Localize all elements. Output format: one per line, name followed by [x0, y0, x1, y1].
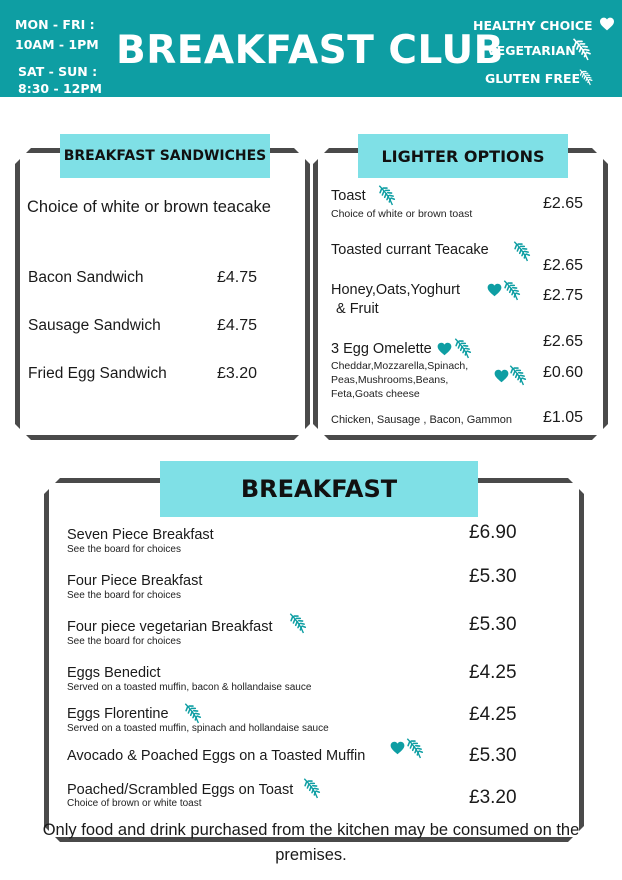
- leaf-icon: [183, 702, 203, 724]
- breakfast-item-desc: See the board for choices: [67, 590, 181, 601]
- breakfast-item-price: £6.90: [469, 522, 517, 543]
- breakfast-item-desc: See the board for choices: [67, 544, 181, 555]
- lighter-omelette-fill-3: Feta,Goats cheese: [331, 388, 420, 400]
- lighter-honey-line2: & Fruit: [336, 301, 379, 317]
- lighter-omelette-fill-2: Peas,Mushrooms,Beans,: [331, 374, 449, 386]
- sandwich-note: Choice of white or brown teacake: [27, 198, 271, 216]
- leaf-icon: [377, 184, 397, 206]
- breakfast-item-price: £4.25: [469, 662, 517, 683]
- lighter-honey-price: £2.75: [543, 287, 584, 304]
- page-title: BREAKFAST CLUB: [116, 28, 504, 73]
- lighter-toast-price: £2.65: [543, 195, 584, 212]
- breakfast-item-name: Poached/Scrambled Eggs on Toast: [67, 782, 294, 798]
- weekend-days: SAT - SUN :: [18, 64, 98, 79]
- breakfast-item-name: Eggs Benedict: [67, 665, 161, 681]
- heart-icon: [437, 342, 452, 356]
- leaf-icon: [512, 240, 532, 262]
- lighter-omelette: 3 Egg Omelette: [331, 341, 432, 357]
- legend-vegetarian-label: VEGETARIAN: [487, 43, 576, 58]
- leaf-icon: [302, 777, 322, 799]
- sandwich-item-fried-egg: Fried Egg Sandwich: [28, 365, 167, 382]
- breakfast-item-desc: Choice of brown or white toast: [67, 798, 202, 809]
- lighter-heading: LIGHTER OPTIONS: [358, 134, 568, 178]
- lighter-toast: Toast: [331, 188, 366, 204]
- breakfast-item-name: Seven Piece Breakfast: [67, 527, 214, 543]
- breakfast-item-desc: See the board for choices: [67, 636, 181, 647]
- breakfast-item-desc: Served on a toasted muffin, bacon & hollandaise sauce: [67, 682, 312, 693]
- leaf-icon: [453, 337, 473, 359]
- heart-icon: [494, 369, 509, 383]
- leaf-icon: [288, 612, 308, 634]
- lighter-omelette-fill-price: £0.60: [543, 364, 584, 381]
- lighter-meat-fill-price: £1.05: [543, 409, 584, 426]
- wheat-icon: [578, 68, 594, 86]
- header-banner: [0, 0, 622, 97]
- lighter-toast-desc: Choice of white or brown toast: [331, 208, 473, 220]
- heart-icon: [487, 283, 502, 297]
- weekday-time: 10AM - 1PM: [15, 37, 99, 52]
- breakfast-heading: BREAKFAST: [160, 461, 478, 517]
- legend-healthy-label: HEALTHY CHOICE: [473, 18, 593, 33]
- heart-icon: [390, 741, 405, 755]
- breakfast-item-name: Four Piece Breakfast: [67, 573, 203, 589]
- legend-gluten-free: [485, 71, 580, 86]
- leaf-icon: [405, 737, 425, 759]
- sandwich-item-bacon: Bacon Sandwich: [28, 269, 144, 286]
- weekend-time: 8:30 - 12PM: [18, 81, 102, 96]
- lighter-omelette-fill-1: Cheddar,Mozzarella,Spinach,: [331, 360, 469, 372]
- lighter-meat-fill: Chicken, Sausage , Bacon, Gammon: [331, 414, 512, 426]
- weekday-days: MON - FRI :: [15, 17, 95, 32]
- leaf-icon: [571, 36, 593, 62]
- footer-note: Only food and drink purchased from the kitchen may be consumed on the premises.: [42, 821, 580, 864]
- legend-gluten-free-label: GLUTEN FREE: [485, 71, 581, 86]
- lighter-teacake-price: £2.65: [543, 257, 584, 274]
- lighter-honey-line1: Honey,Oats,Yoghurt: [331, 282, 460, 298]
- lighter-omelette-price: £2.65: [543, 333, 584, 350]
- sandwich-item-sausage: Sausage Sandwich: [28, 317, 161, 334]
- legend-vegetarian: [487, 43, 576, 58]
- breakfast-item-price: £5.30: [469, 745, 517, 766]
- sandwich-price-fried-egg: £3.20: [217, 365, 258, 382]
- breakfast-item-name: Four piece vegetarian Breakfast: [67, 619, 273, 635]
- breakfast-item-price: £3.20: [469, 787, 517, 808]
- breakfast-item-name: Eggs Florentine: [67, 706, 169, 722]
- breakfast-item-price: £4.25: [469, 704, 517, 725]
- sandwich-price-sausage: £4.75: [217, 317, 258, 334]
- leaf-icon: [502, 279, 522, 301]
- weekend-hours: [18, 63, 102, 97]
- lighter-teacake: Toasted currant Teacake: [331, 242, 489, 258]
- sandwiches-card: [15, 148, 310, 440]
- breakfast-item-price: £5.30: [469, 614, 517, 635]
- sandwiches-heading: BREAKFAST SANDWICHES: [60, 134, 270, 178]
- leaf-icon: [508, 364, 528, 386]
- breakfast-item-price: £5.30: [469, 566, 517, 587]
- heart-icon: [599, 17, 615, 31]
- sandwich-price-bacon: £4.75: [217, 269, 258, 286]
- breakfast-item-desc: Served on a toasted muffin, spinach and hollandaise sauce: [67, 723, 329, 734]
- weekday-hours: [15, 16, 99, 53]
- breakfast-item-name: Avocado & Poached Eggs on a Toasted Muffin: [67, 748, 366, 764]
- legend-healthy: [473, 16, 613, 33]
